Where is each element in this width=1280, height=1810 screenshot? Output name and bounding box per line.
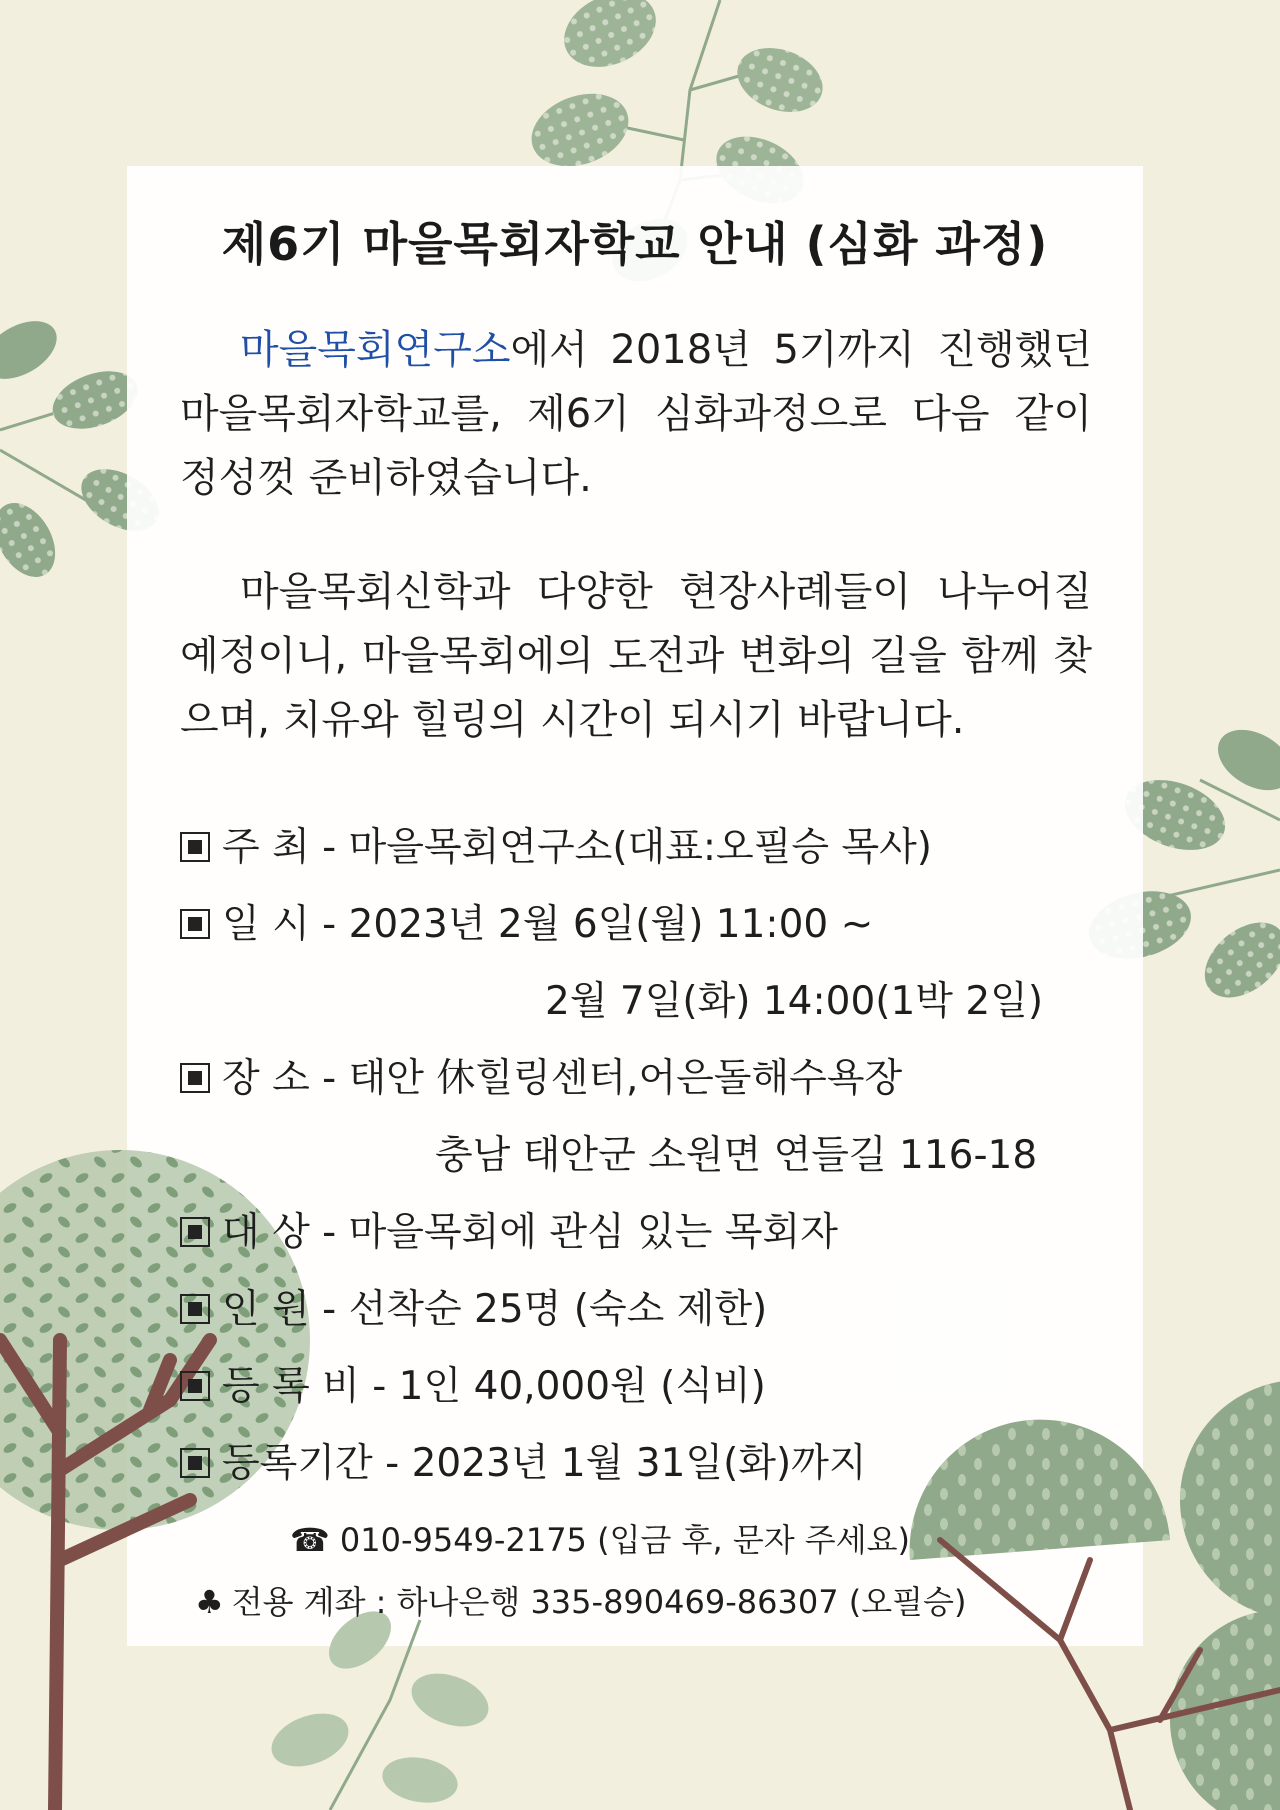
detail-date: 일 시 - 2023년 2월 6일(월) 11:00 ~ bbox=[180, 893, 873, 949]
contact-account: ♣ 전용 계좌 : 하나은행 335-890469-86307 (오필승) bbox=[195, 1583, 967, 1621]
intro-text: 에서 2018년 5기까지 진행했던 마을목회자학교를, 제6기 심화과정으로 다음 같이 정성껏 준비하였습니다. bbox=[180, 327, 1092, 501]
detail-place: 장 소 - 태안 休힐링센터,어은돌해수욕장 bbox=[180, 1047, 902, 1103]
bullet-square-icon bbox=[180, 1448, 210, 1478]
bullet-square-icon bbox=[180, 832, 210, 862]
bullet-square-icon bbox=[180, 1217, 210, 1247]
institute-name: 마을목회연구소 bbox=[240, 327, 511, 373]
detail-date-end: 2월 7일(화) 14:00(1박 2일) bbox=[545, 979, 1044, 1024]
second-paragraph: 마을목회신학과 다양한 현장사례들이 나누어질 예정이니, 마을목회에의 도전과 변화의 길을 함께 찾으며, 치유와 힐링의 시간이 되시기 바랍니다. bbox=[180, 569, 1092, 743]
detail-capacity: 인 원 - 선착순 25명 (숙소 제한) bbox=[180, 1278, 767, 1334]
detail-address: 충남 태안군 소원면 연들길 116-18 bbox=[435, 1133, 1038, 1178]
contact-phone: ☎ 010-9549-2175 (입금 후, 문자 주세요) bbox=[290, 1521, 911, 1559]
intro-paragraph bbox=[180, 318, 1092, 510]
detail-fee: 등 록 비 - 1인 40,000원 (식비) bbox=[180, 1355, 766, 1411]
page-title: 제6기 마을목회자학교 안내 (심화 과정) bbox=[221, 217, 1049, 271]
bullet-square-icon bbox=[180, 1371, 210, 1401]
phone-icon: ☎ bbox=[290, 1521, 330, 1559]
detail-host: 주 최 - 마을목회연구소(대표:오필승 목사) bbox=[180, 816, 932, 872]
detail-target: 대 상 - 마을목회에 관심 있는 목회자 bbox=[180, 1201, 838, 1257]
bullet-square-icon bbox=[180, 909, 210, 939]
bullet-square-icon bbox=[180, 1294, 210, 1324]
club-icon: ♣ bbox=[195, 1583, 224, 1621]
bullet-square-icon bbox=[180, 1063, 210, 1093]
detail-period: 등록기간 - 2023년 1월 31일(화)까지 bbox=[180, 1432, 867, 1488]
